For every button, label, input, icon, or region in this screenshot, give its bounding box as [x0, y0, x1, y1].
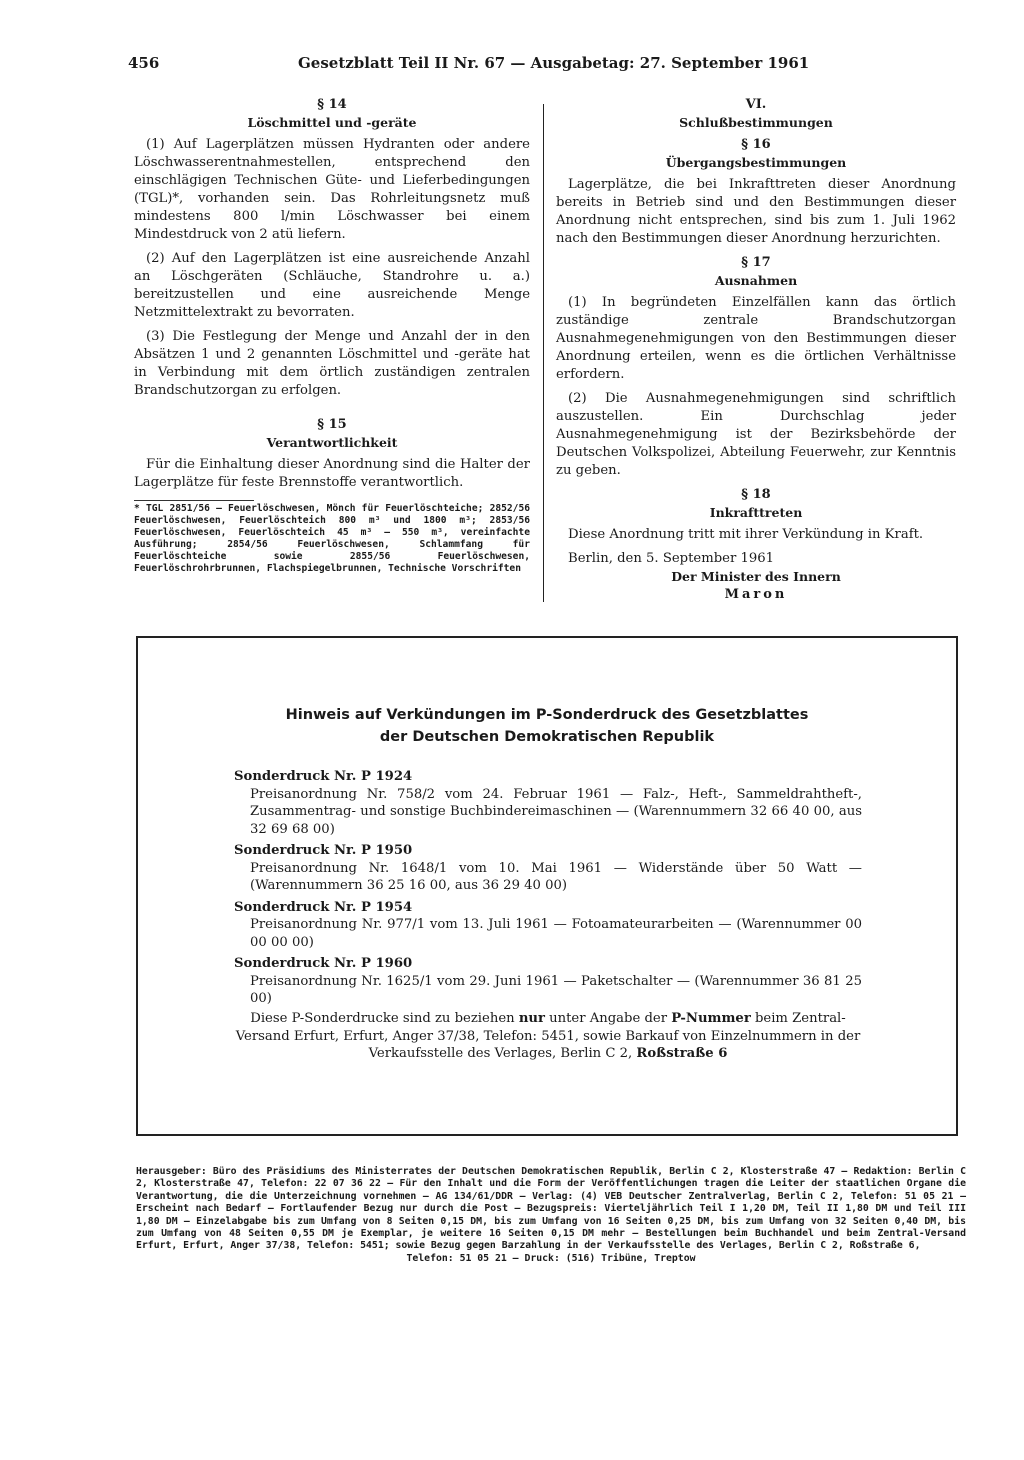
notice-item-heading: Sonderdruck Nr. P 1954	[234, 899, 413, 915]
left-column	[134, 96, 530, 575]
date-line: Berlin, den 5. September 1961	[568, 551, 775, 566]
notice-title-line-2: der Deutschen Demokratischen Republik	[379, 729, 715, 745]
page-number: 456	[128, 54, 160, 72]
notice-item-heading: Sonderdruck Nr. P 1950	[234, 843, 413, 858]
section-16-title: Übergangsbestimmungen	[665, 155, 847, 170]
notice-item-heading: Sonderdruck Nr. P 1924	[234, 769, 413, 784]
imprint-text: Herausgeber: Büro des Präsidiums des Ministerrates der Deutschen Demokratischen Republik, Berlin C 2, Klosterstraße 47 — Redaktion: Berlin C 2, Klosterstraße 47, Telefon: 22 07 36 22 — Für den Inhalt und die Form der Veröffentlichungen tragen die Leiter der staatlichen Organe die Verantwortung, die die Unterzeichnung vornehmen — AG 134/61/DDR — Verlag: (4) VEB Deutscher Zentralverlag, Berlin C 2, Telefon: 51 05 21 — Erscheint nach Bedarf — Fortlaufender Bezug nur durch die Post — Bezugspreis: Vierteljährlich Teil I 1,20 DM, Teil II 1,80 DM und Teil III 1,80 DM — Einzelabgabe bis zum Umfang von 8 Seiten 0,15 DM, bis zum Umfang von 16 Seiten 0,25 DM, bis zum Umfang von 32 Seiten 0,40 DM, bis zum Umfang von 48 Seiten 0,55 DM je Exemplar, je weitere 16 Seiten 0,15 DM mehr — Bestellungen beim Buchhandel und beim Zentral-Versand Erfurt, Erfurt, Anger 37/38, Telefon: 5451; sowie Bezug gegen Barzahlung in der Verkaufsstelle des Verlages, Berlin C 2, Roßstraße 6,	[136, 1166, 966, 1252]
section-14-paragraph-2: (2) Auf den Lagerplätzen ist eine ausreichende Anzahl an Löschgeräten (Schläuche, Standrohre u. a.) bereitzustellen und eine ausreichende Menge Netzmittelextrakt zu bevorraten.	[134, 251, 530, 320]
section-17-title: Ausnahmen	[714, 273, 798, 288]
signer-name: Maron	[724, 587, 788, 602]
notice-item-text: Preisanordnung Nr. 758/2 vom 24. Februar 1961 — Falz-, Heft-, Sammeldrahtheft-, Zusammentrag- und sonstige Buchbindereimaschinen — (Warennummern 32 66 40 00, aus 32 69 68 00)	[250, 786, 862, 837]
list-item	[234, 842, 862, 895]
notice-footer-text-2: unter Angabe der	[544, 1011, 672, 1026]
section-14-number: § 14	[317, 97, 347, 112]
section-18-number: § 18	[741, 487, 771, 502]
section-17-paragraph-1: (1) In begründeten Einzelfällen kann das örtlich zuständige zentrale Brandschutzorgan Ausnahmegenehmigungen von den Bestimmungen dieser Anordnung erteilen, wenn es die örtlichen Verhältnisse erfordern.	[556, 295, 956, 382]
section-16-paragraph-1: Lagerplätze, die bei Inkrafttreten dieser Anordnung bereits in Betrieb sind und den Bestimmungen dieser Anordnung nicht entsprechen, sind bis zum 1. Juli 1962 nach den Bestimmungen dieser Anordnung herzurichten.	[556, 177, 956, 246]
chapter-number: VI.	[745, 97, 767, 112]
notice-footer-emphasis-3: Roßstraße 6	[636, 1046, 728, 1061]
notice-item-text: Preisanordnung Nr. 1648/1 vom 10. Mai 1961 — Widerstände über 50 Watt — (Warennummern 36 25 16 00, aus 36 29 40 00)	[250, 860, 862, 893]
section-17-number: § 17	[741, 255, 771, 270]
notice-item-text: Preisanordnung Nr. 1625/1 vom 29. Juni 1961 — Paketschalter — (Warennummer 36 81 25 00)	[250, 973, 862, 1006]
section-14-title: Löschmittel und -geräte	[247, 115, 417, 130]
notice-title	[138, 704, 956, 748]
list-item	[234, 955, 862, 1008]
notice-footer-text-1: Diese P-Sonderdrucke sind zu beziehen	[250, 1011, 519, 1026]
list-item	[234, 768, 862, 838]
footnote-rule	[134, 500, 254, 501]
notice-footer-text-3: beim Zentral-Versand Erfurt, Erfurt, Anger 37/38, Telefon: 5451, sowie Barkauf von Einzelnummern in der Verkaufsstelle des Verlages, Berlin C 2,	[235, 1011, 861, 1061]
column-divider	[543, 104, 544, 602]
footnote: * TGL 2851/56 – Feuerlöschwesen, Mönch für Feuerlöschteiche; 2852/56 Feuerlöschwesen, Feuerlöschteich 800 m³ und 1800 m³; 2853/56 Feuerlöschwesen, Feuerlöschteich 45 m³ – 550 m³, vereinfachte Ausführung; 2854/56 Feuerlöschwesen, Schlammfang für Feuerlöschteiche sowie 2855/56 Feuerlöschwesen, Feuerlöschrohrbrunnen, Flachspiegelbrunnen, Technische Vorschriften	[134, 503, 530, 574]
notice-footer-emphasis-1: nur	[518, 1011, 545, 1026]
notice-list	[234, 768, 862, 1012]
section-18-title: Inkrafttreten	[709, 505, 803, 520]
section-14-paragraph-1: (1) Auf Lagerplätzen müssen Hydranten oder andere Löschwasserentnahmestellen, entsprechend den einschlägigen Technischen Güte- und Lieferbedingungen (TGL)*, vorhanden sein. Das Rohrleitungsnetz muß mindestens 800 l/min Löschwasser bei einem Mindestdruck von 2 atü liefern.	[134, 137, 530, 242]
section-15-title: Verantwortlichkeit	[266, 435, 398, 450]
imprint-last-line: Telefon: 51 05 21 — Druck: (516) Tribüne, Treptow	[406, 1252, 696, 1264]
section-15-number: § 15	[317, 417, 347, 432]
section-14-paragraph-3: (3) Die Festlegung der Menge und Anzahl der in den Absätzen 1 und 2 genannten Löschmittel und -geräte hat in Verbindung mit dem örtlich zuständigen zentralen Brandschutzorgan zu erfolgen.	[134, 329, 530, 398]
notice-footer	[234, 1010, 862, 1063]
section-16-number: § 16	[741, 137, 771, 152]
chapter-title: Schlußbestimmungen	[679, 115, 833, 130]
minister-title: Der Minister des Innern	[671, 569, 841, 584]
running-head: Gesetzblatt Teil II Nr. 67 — Ausgabetag: 27. September 1961	[298, 54, 810, 72]
section-15-paragraph-1: Für die Einhaltung dieser Anordnung sind die Halter der Lagerplätze für feste Brennstoffe verantwortlich.	[134, 457, 530, 490]
right-column	[556, 96, 956, 604]
notice-item-text: Preisanordnung Nr. 977/1 vom 13. Juli 1961 — Fotoamateurarbeiten — (Warennummer 00 00 00 00)	[250, 917, 862, 950]
section-17-paragraph-2: (2) Die Ausnahmegenehmigungen sind schriftlich auszustellen. Ein Durchschlag jeder Ausnahmegenehmigung ist der Bezirksbehörde der Deutschen Volkspolizei, Abteilung Feuerwehr, zur Kenntnis zu geben.	[556, 391, 956, 478]
notice-title-line-1: Hinweis auf Verkündungen im P-Sonderdruck des Gesetzblattes	[285, 707, 809, 723]
list-item	[234, 899, 862, 952]
notice-footer-emphasis-2: P-Nummer	[671, 1011, 751, 1026]
imprint	[136, 1166, 966, 1265]
notice-box	[136, 636, 958, 1136]
section-18-paragraph-1: Diese Anordnung tritt mit ihrer Verkündung in Kraft.	[568, 527, 924, 542]
notice-item-heading: Sonderdruck Nr. P 1960	[234, 956, 413, 971]
